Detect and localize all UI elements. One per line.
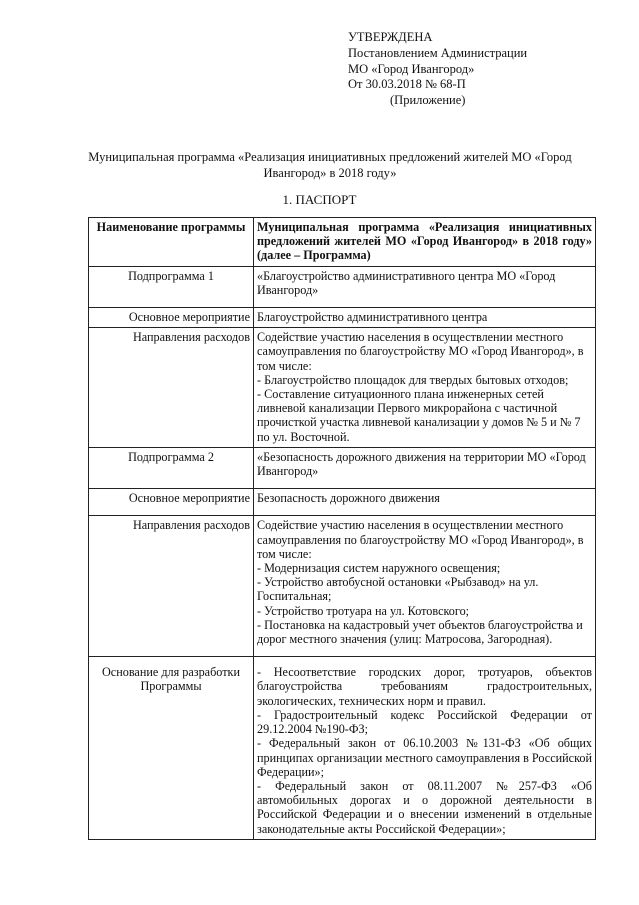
approval-appendix: (Приложение)	[390, 93, 466, 108]
directions2-intro: Содействие участию населения в осуществлении местного самоуправления по благоустройству МО «Город Ивангород», в том числе:	[257, 518, 584, 561]
approval-date-number: От 30.03.2018 № 68-П	[348, 77, 466, 92]
subprogram2-label: Подпрограмма 2	[89, 447, 254, 488]
basis-value	[254, 657, 596, 839]
table-row	[89, 266, 596, 307]
list-item: - Устройство тротуара на ул. Котовского;	[257, 603, 470, 618]
list-item: - Постановка на кадастровый учет объектов благоустройства и дорог местного значения (улиц: Матросова, Загородная).	[257, 617, 583, 647]
main-activity1-label: Основное мероприятие	[89, 308, 254, 328]
basis-label: Основание для разработки Программы	[89, 657, 254, 839]
list-item: - Несоответствие городских дорог, тротуаров, объектов благоустройства требованиям градостроительных, экологических, технических норм и правил.	[257, 665, 592, 708]
directions1-label: Направления расходов	[89, 328, 254, 448]
subprogram1-value: «Благоустройство административного центра МО «Город Ивангород»	[254, 266, 596, 307]
main-activity2-value: Безопасность дорожного движения	[254, 489, 596, 516]
directions2-value	[254, 516, 596, 657]
header-label: Наименование программы	[89, 218, 254, 267]
table-row	[89, 447, 596, 488]
list-item: - Благоустройство площадок для твердых бытовых отходов;	[257, 372, 569, 387]
table-row	[89, 308, 596, 328]
table-row	[89, 489, 596, 516]
directions1-value	[254, 328, 596, 448]
table-row	[89, 218, 596, 267]
list-item: - Составление ситуационного плана инженерных сетей ливневой канализации Первого микрорайона с частичной прочисткой участка ливневой канализации у домов № 5 и № 7 по ул. Восточной.	[257, 387, 581, 444]
approval-status: УТВЕРЖДЕНА	[348, 30, 433, 44]
subprogram1-label: Подпрограмма 1	[89, 266, 254, 307]
approval-stamp	[348, 30, 527, 109]
main-activity2-label: Основное мероприятие	[89, 489, 254, 516]
list-item: - Федеральный закон от 06.10.2003 №131-ФЗ «Об общих принципах организации местного самоуправления в Российской Федерации»;	[257, 736, 592, 779]
list-item: - Устройство автобусной остановки «Рыбзавод» на ул. Госпитальная;	[257, 575, 539, 604]
table-row	[89, 516, 596, 657]
list-item: - Федеральный закон от 08.11.2007 №257-ФЗ «Об автомобильных дорогах и о дорожной деятельности в Российской Федерации и о внесении изменений в отдельные законодательные акты Российской Федерации»;	[257, 778, 592, 836]
table-row	[89, 328, 596, 448]
approval-decree: Постановлением Администрации	[348, 45, 528, 60]
section-heading: 1. ПАСПОРТ	[282, 192, 357, 207]
passport-table	[88, 217, 596, 840]
directions2-label: Направления расходов	[89, 516, 254, 657]
document-title: Муниципальная программа «Реализация инициативных предложений жителей МО «Город Ивангород» в 2018 году»	[88, 150, 572, 180]
list-item: - Модернизация систем наружного освещения;	[257, 561, 501, 576]
list-item: - Градостроительный кодекс Российской Федерации от 29.12.2004 №190-ФЗ;	[257, 707, 592, 737]
subprogram2-value: «Безопасность дорожного движения на территории МО «Город Ивангород»	[254, 447, 596, 488]
main-activity1-value: Благоустройство административного центра	[254, 308, 596, 328]
header-value: Муниципальная программа «Реализация инициативных предложений жителей МО «Город Ивангород» в 2018 году» (далее – Программа)	[254, 218, 596, 267]
directions1-intro: Содействие участию населения в осуществлении местного самоуправления по благоустройству МО «Город Ивангород», в том числе:	[257, 330, 584, 373]
approval-municipality: МО «Город Ивангород»	[348, 61, 475, 76]
table-row	[89, 657, 596, 839]
